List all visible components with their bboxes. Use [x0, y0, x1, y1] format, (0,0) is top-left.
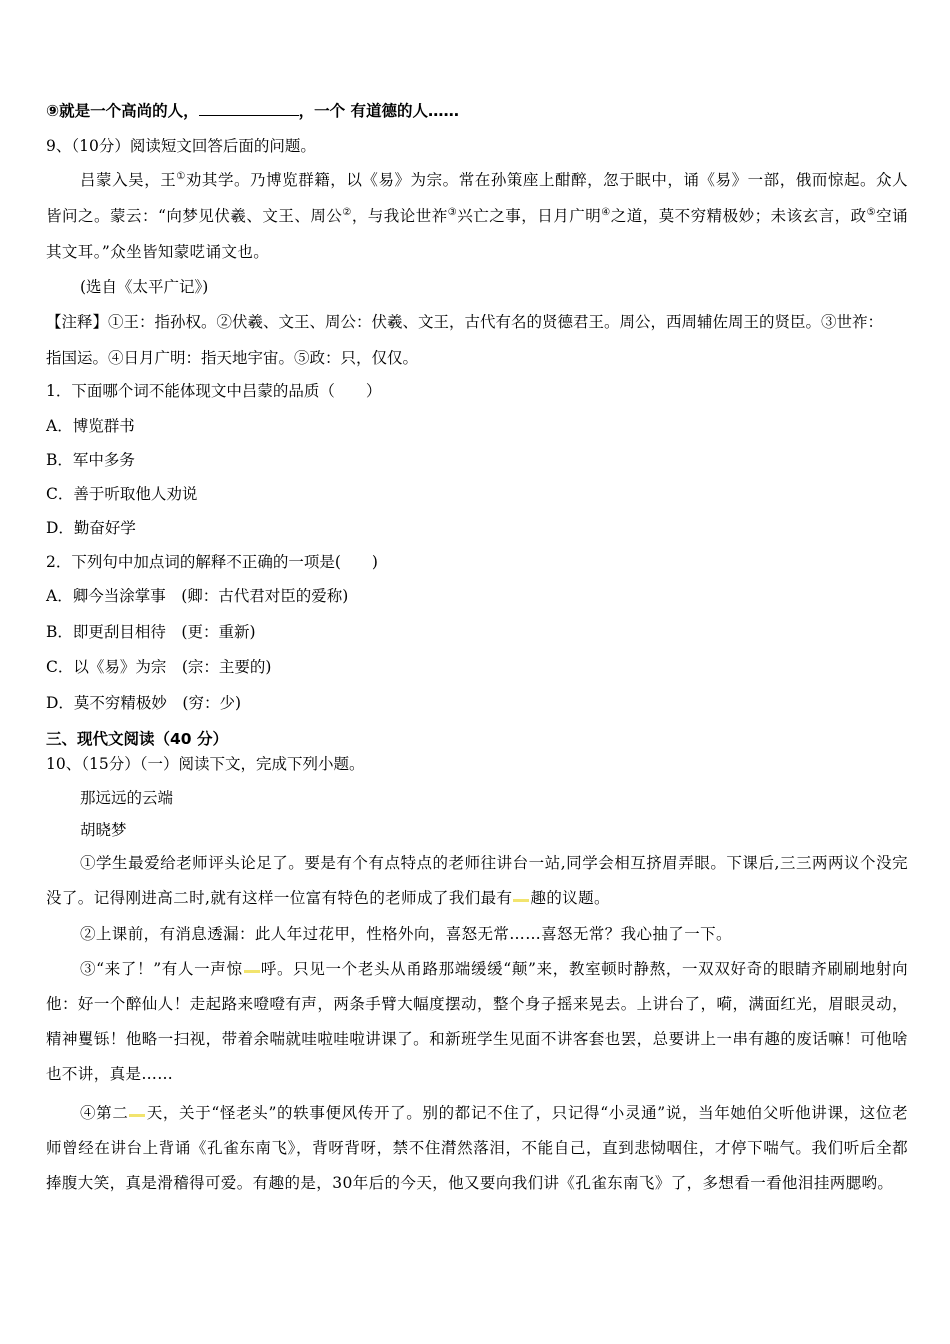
previous-answer-line: ⑨就是一个高尚的人， ，一个 有道德的人…… [46, 102, 460, 120]
q9-source: (选自《太平广记》) [80, 278, 209, 296]
q9-sub2-option-a[interactable]: A．卿今当涂掌事 (卿：古代君对臣的爱称) [46, 587, 349, 605]
q9-sub2-option-b[interactable]: B．即更刮目相待 (更：重新) [46, 623, 256, 641]
q9-header: 9、（10分）阅读短文回答后面的问题。 [46, 137, 316, 155]
q9-note-line1: 【注释】①王：指孙权。②伏羲、文王、周公：伏羲、文王，古代有名的贤德君王。周公，西周辅佐周王的贤臣。③世祚： [46, 313, 884, 331]
circled-nine: ⑨ [46, 102, 60, 120]
q9-sub1-option-b[interactable]: B．军中多务 [46, 451, 135, 469]
q9-sub1-option-d[interactable]: D．勤奋好学 [46, 519, 136, 537]
answer-blank[interactable] [199, 101, 299, 116]
q10-header: 10、（15分）（一）阅读下文，完成下列小题。 [46, 755, 365, 773]
article-paragraph-1: ①学生最爱给老师评头论足了。要是有个有点特点的老师往讲台一站,同学会相互挤眉弄眼。下课后,三三两两议个没完没了。记得刚进高二时,就有这样一位富有特色的老师成了我们最有 趣的议题。 [46, 854, 908, 907]
highlight-mark [244, 970, 260, 973]
q9-passage: 吕蒙入吴，王①劝其学。乃博览群籍，以《易》为宗。常在孙策座上酣醉，忽于眠中，诵《易》一部，俄而惊起。众人皆问之。蒙云：“向梦见伏羲、文王、周公②，与我论世祚③兴亡之事，日月广明④之道，莫不穷精极妙；未该玄言，政⑤空诵其文耳。”众坐皆知蒙呓诵文也。 [46, 170, 909, 261]
article-author: 胡晓梦 [80, 821, 127, 839]
q9-sub2-question: 2．下列句中加点词的解释不正确的一项是( ) [46, 553, 378, 571]
highlight-mark [513, 899, 529, 902]
q9-sub1-question: 1．下面哪个词不能体现文中吕蒙的品质（ ） [46, 382, 382, 400]
q9-sub1-option-c[interactable]: C．善于听取他人劝说 [46, 485, 198, 503]
article-title: 那远远的云端 [80, 789, 174, 807]
article-paragraph-2: ②上课前，有消息透漏：此人年过花甲，性格外向，喜怒无常……喜怒无常？我心抽了一下。 [80, 925, 732, 943]
article-paragraph-3: ③“来了！”有人一声惊 呼。只见一个老头从甬路那端缓缓“颠”来，教室顿时静熬，一双双好奇的眼睛齐刷刷地射向他：好一个醉仙人！走起路来噔噔有声，两条手臂大幅度摆动，整个身子摇来晃去。上讲台了，嗬，满面红光，眉眼灵动，精神矍铄！他略一扫视，带着余喘就哇啦哇啦讲课了。和新班学生见面不讲客套也罢，总要讲上一串有趣的废话嘛！可他啥也不讲，真是…… [46, 960, 908, 1083]
q9-sub2-option-d[interactable]: D．莫不穷精极妙 (穷：少) [46, 694, 242, 712]
q9-sub2-option-c[interactable]: C．以《易》为宗 (宗：主要的) [46, 658, 272, 676]
q9-sub1-option-a[interactable]: A．博览群书 [46, 417, 135, 435]
article-paragraph-4: ④第二 天，关于“怪老头”的轶事便风传开了。别的都记不住了，只记得“小灵通”说，当年她伯父听他讲课，这位老师曾经在讲台上背诵《孔雀东南飞》，背呀背呀，禁不住潸然落泪，不能自己，直到悲恸咽住，才停下喘气。我们听后全都捧腹大笑，真是滑稽得可爱。有趣的是，30年后的今天，他又要向我们讲《孔雀东南飞》了，多想看一看他泪挂两腮哟。 [46, 1104, 908, 1192]
q9-note-line2: 指国运。④日月广明：指天地宇宙。⑤政：只，仅仅。 [46, 349, 419, 367]
highlight-mark [129, 1114, 145, 1117]
section3-title: 三、现代文阅读（40 分） [46, 730, 228, 748]
